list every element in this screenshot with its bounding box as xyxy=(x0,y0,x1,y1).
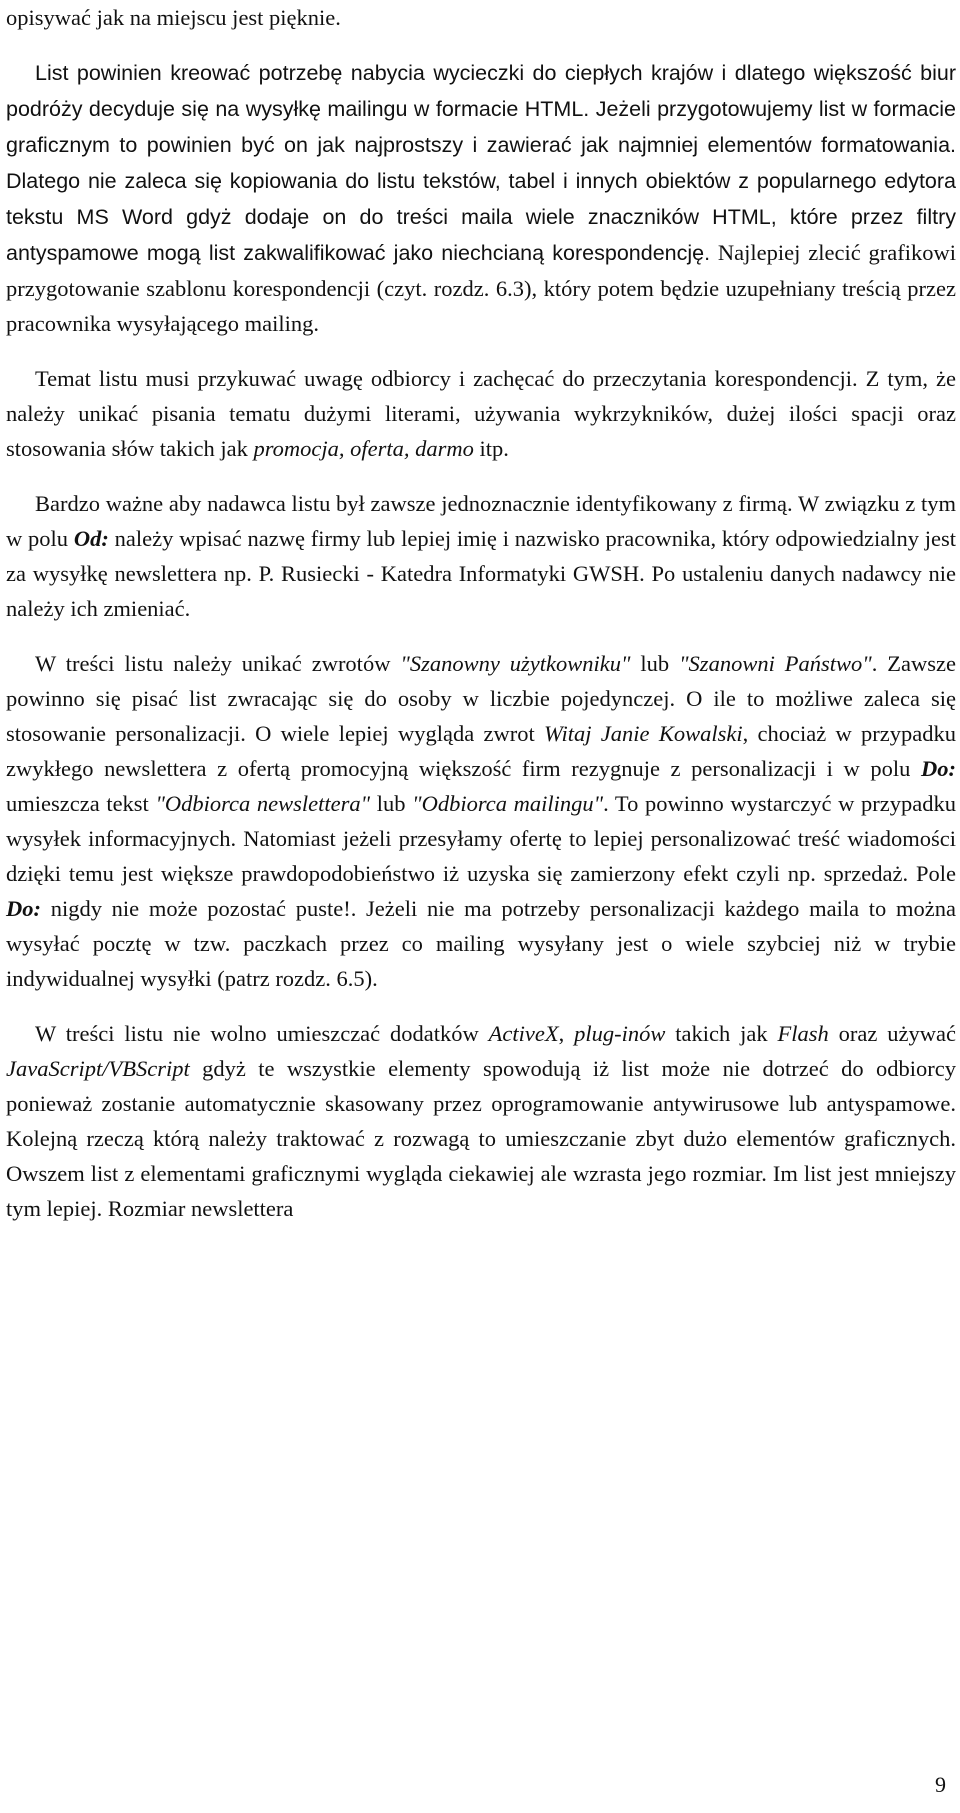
text-run: umieszcza tekst xyxy=(6,791,156,816)
text-run: lub xyxy=(630,651,680,676)
italic-phrase: Flash xyxy=(777,1021,829,1046)
italic-phrase: "Szanowni Państwo" xyxy=(679,651,872,676)
page-number: 9 xyxy=(935,1772,946,1797)
text-run: List powinien kreować potrzebę nabycia wycieczki do ciepłych krajów i dlatego większość biur podróży decyduje się na wysyłkę mailingu w formacie HTML. Jeżeli przygotowujemy list w formacie graficznym to powinien być on jak najprostszy i zawierać jak najmniej elementów formatowania. Dlatego nie zaleca się kopiowania do listu tekstów, tabel i innych obiektów z popularnego edytora tekstu MS Word gdyż dodaje on do treści maila wiele znaczników HTML, które przez filtry antyspamowe mogą list zakwalifikować jako niechcianą korespondencję. xyxy=(6,61,956,265)
field-label-emphasis: Do: xyxy=(6,896,41,921)
italic-phrase: JavaScript/VBScript xyxy=(6,1056,190,1081)
italic-phrase: "Odbiorca newslettera" xyxy=(155,791,371,816)
text-run: oraz używać xyxy=(828,1021,956,1046)
paragraph-4 xyxy=(6,646,956,996)
document-body xyxy=(6,0,956,1226)
text-run: . Zawsze powinno się pisać list zwracając się do osoby w liczbie pojedynczej. O ile to możliwe zaleca się stosowanie personalizacji. O wiele lepiej wygląda zwrot xyxy=(6,651,957,746)
text-run: należy wpisać nazwę firmy lub lepiej imię i nazwisko pracownika, który odpowiedzialny jest za wysyłkę newslettera np. P. Rusiecki - Katedra Informatyki GWSH. Po ustaleniu danych nadawcy nie należy ich zmieniać. xyxy=(6,526,956,621)
text-run: lub xyxy=(370,791,413,816)
field-label-emphasis: Od: xyxy=(73,526,109,551)
paragraph-2 xyxy=(6,361,956,466)
text-run: , chociaż w przypadku zwykłego newslettera z ofertą promocyjną większość firm rezygnuje z personalizacji i w polu xyxy=(6,721,956,781)
paragraph-intro: opisywać jak na miejscu jest pięknie. xyxy=(6,5,341,30)
text-run: Temat listu musi przykuwać uwagę odbiorcy i zachęcać do przeczytania korespondencji. Z tym, że należy unikać pisania tematu dużymi literami, używania wykrzykników, dużej ilości spacji oraz stosowania słów takich jak xyxy=(6,366,956,461)
italic-phrase: "Szanowny użytkowniku" xyxy=(400,651,631,676)
italic-phrase: Witaj Janie Kowalski xyxy=(544,721,743,746)
italic-phrase: ActiveX xyxy=(488,1021,559,1046)
text-run: . To powinno wystarczyć w przypadku wysyłek informacyjnych. Natomiast jeżeli przesyłamy ofertę to lepiej personalizować treść wiadomości dzięki temu jest większe prawdopodobieństwo iż uzyska się zamierzony efekt czyli np. sprzedaż. Pole xyxy=(6,791,956,886)
text-run: itp. xyxy=(473,436,509,461)
paragraph-5 xyxy=(6,1016,956,1226)
text-run: gdyż te wszystkie elementy spowodują iż list może nie dotrzeć do odbiorcy ponieważ zostanie automatycznie skasowany przez oprogramowanie antywirusowe lub antyspamowe. Kolejną rzeczą którą należy traktować z rozwagą to umieszczanie zbyt dużo elementów graficznych. Owszem list z elementami graficznymi wygląda ciekawiej ale wzrasta jego rozmiar. Im list jest mniejszy tym lepiej. Rozmiar newslettera xyxy=(6,1056,956,1221)
text-run: Bardzo ważne aby nadawca listu był zawsze jednoznacznie identyfikowany z firmą. W związku z tym w polu xyxy=(6,491,956,551)
text-run: , xyxy=(558,1021,575,1046)
italic-phrase: "Odbiorca mailingu" xyxy=(412,791,604,816)
field-label-emphasis: Do: xyxy=(921,756,956,781)
text-run: takich jak xyxy=(665,1021,778,1046)
italic-phrase: plug-inów xyxy=(574,1021,666,1046)
text-run: Najlepiej zlecić grafikowi przygotowanie szablonu korespondencji (czyt. rozdz. 6.3), który potem będzie uzupełniany treścią przez pracownika wysyłającego mailing. xyxy=(6,240,956,336)
text-run: nigdy nie może pozostać puste!. Jeżeli nie ma potrzeby personalizacji każdego maila to można wysyłać pocztę w tzw. paczkach przez co mailing wysyłany jest o wiele szybciej niż w trybie indywidualnej wysyłki (patrz rozdz. 6.5). xyxy=(6,896,956,991)
paragraph-3 xyxy=(6,486,956,626)
paragraph-1 xyxy=(6,55,956,341)
italic-phrase: promocja, oferta, darmo xyxy=(253,436,474,461)
text-run: W treści listu należy unikać zwrotów xyxy=(35,651,401,676)
text-run: W treści listu nie wolno umieszczać dodatków xyxy=(35,1021,489,1046)
